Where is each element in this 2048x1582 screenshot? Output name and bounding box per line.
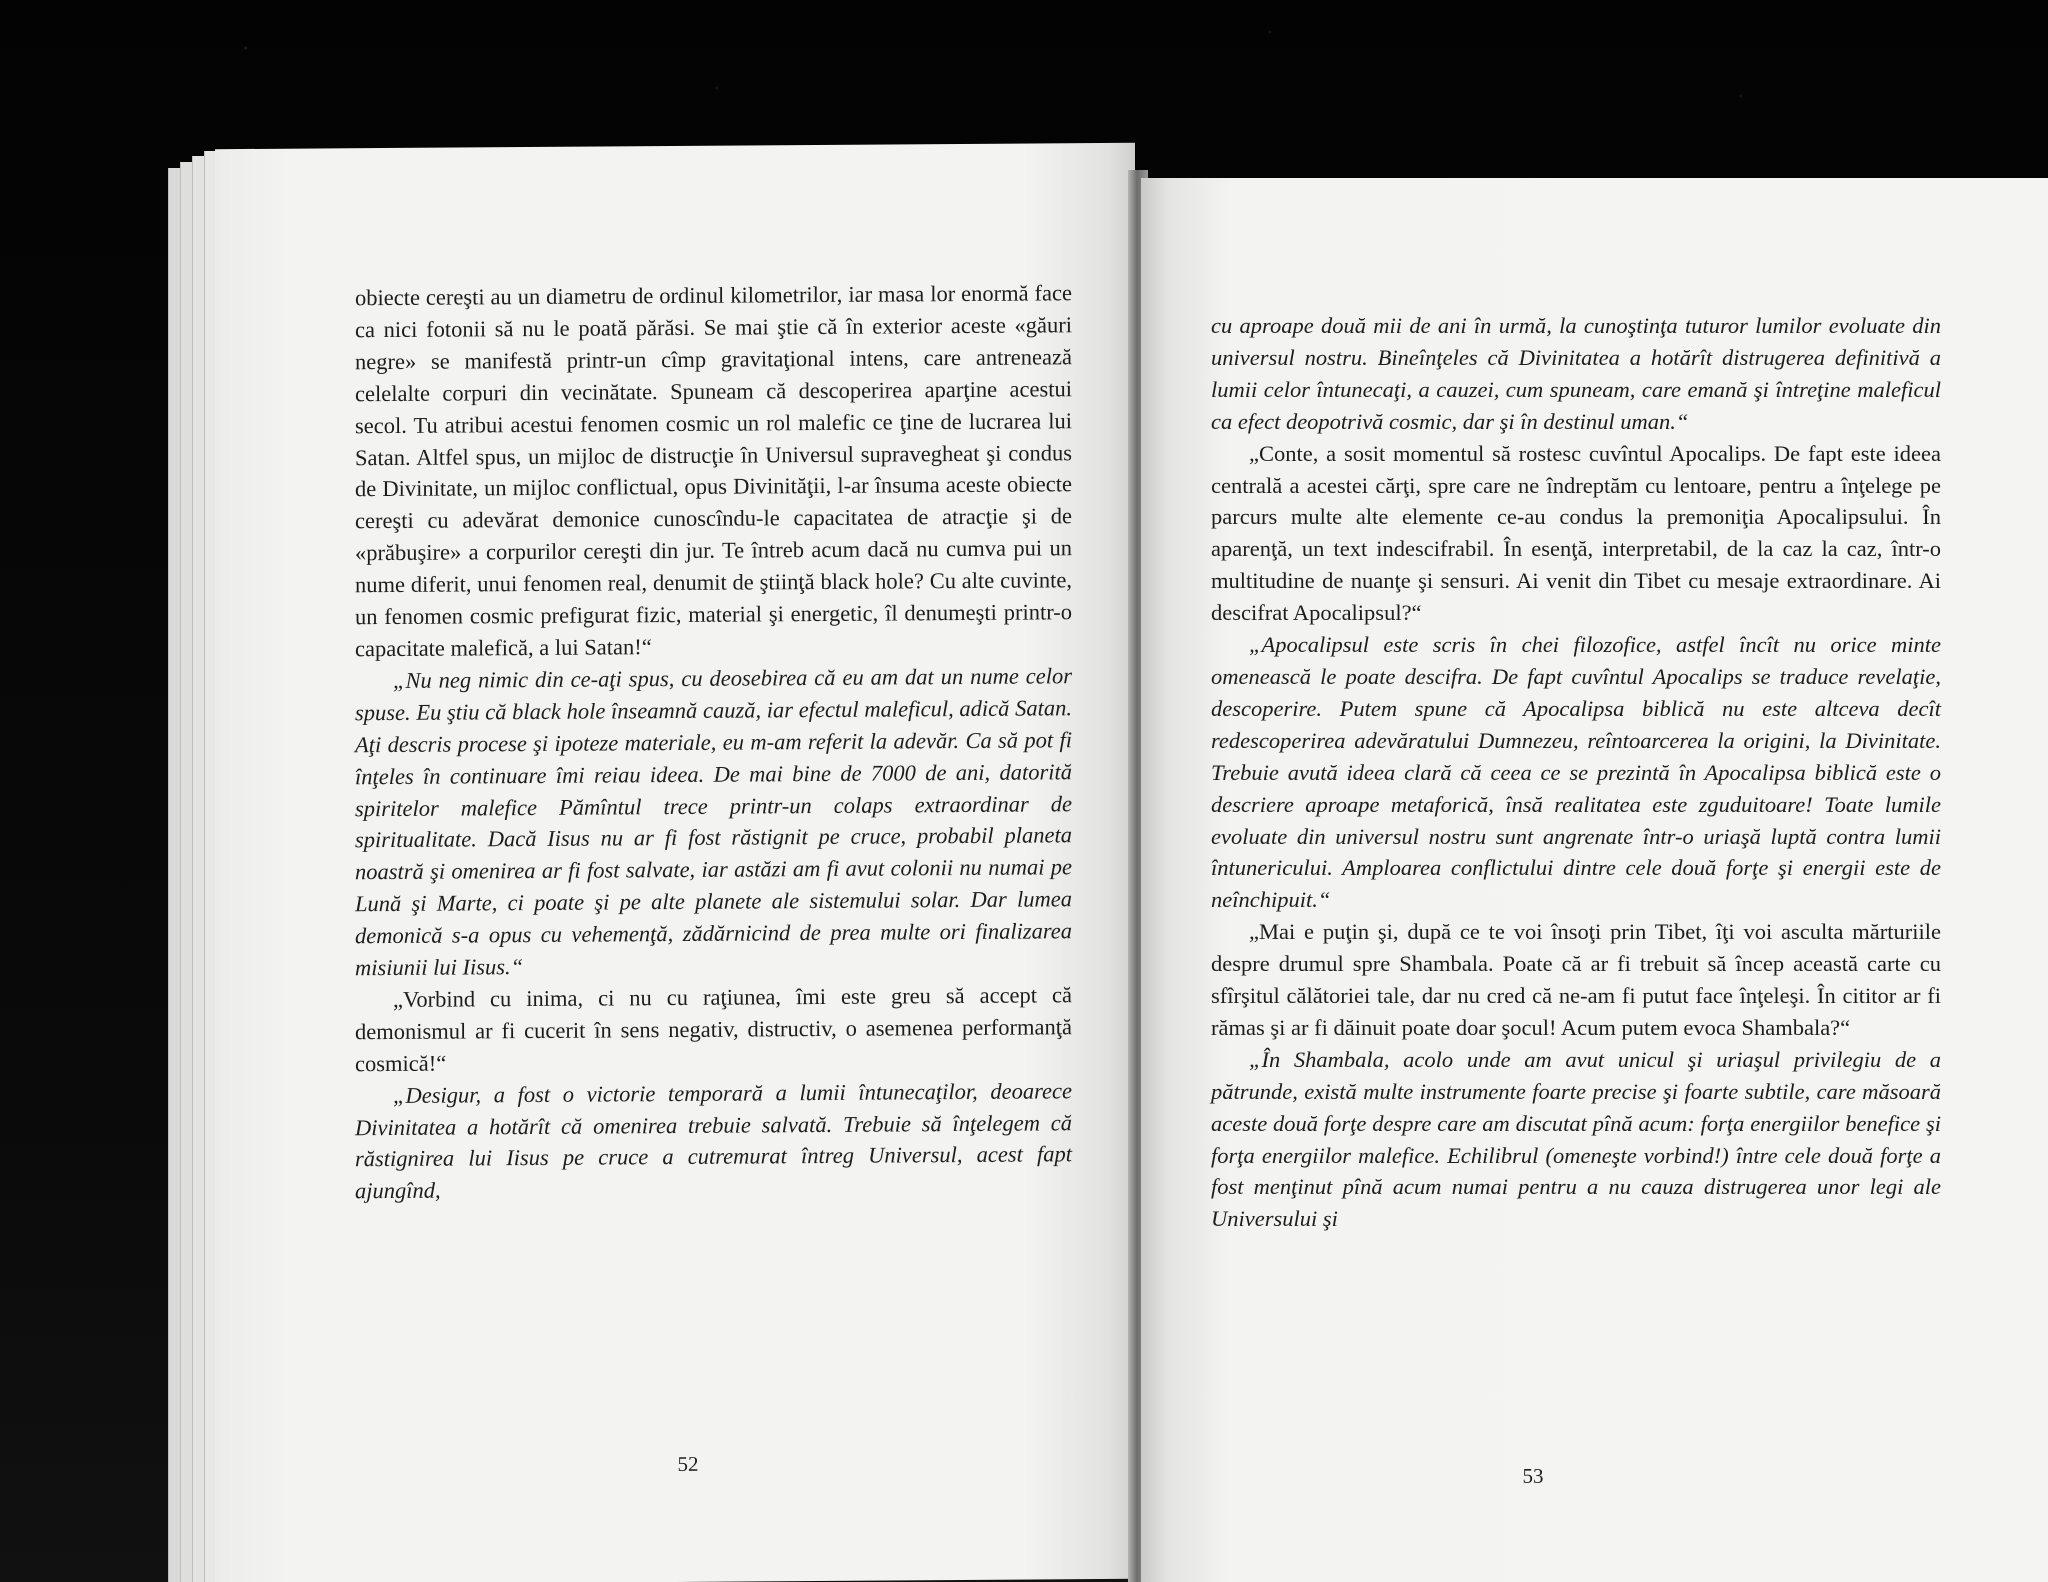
right-paragraph-4: „Mai e puţin şi, după ce te voi însoţi prin Tibet, îţi voi asculta mărturiile despre drumul spre Shambala. Poate că ar fi trebuit să încep această carte cu sfîrşitul călătoriei tale, dar nu cred că ne-am fi putut face înţeleşi. În cititor ar fi rămas şi ar fi dăinuit poate doar şocul! Acum putem evoca Shambala?“ — [1211, 919, 1941, 1040]
right-paragraph-1: cu aproape două mii de ani în urmă, la cunoştinţa tuturor lumilor evoluate din universul nostru. Bineînţeles că Divinitatea a hotărît distrugerea definitivă a lumii celor întunecaţi, a cauzei, cum spuneam, care emană şi întreţine maleficul ca efect deopotrivă cosmic, dar şi în destinul uman.“ — [1211, 313, 1941, 434]
left-paragraph-1: obiecte cereşti au un diametru de ordinul kilometrilor, iar masa lor enormă face ca nici fotonii să nu le poată părăsi. Se mai ştie că în exterior aceste «găuri negre» se manifestă printr-un cîmp gravitaţional intens, care antrenează celelalte corpuri din vecinătate. Spuneam că descoperirea aparţine acestui secol. Tu atribui acestui fenomen cosmic un rol malefic ce ţine de lucrarea lui Satan. Altfel spus, un mijloc de distrucţie în Universul supravegheat şi condus de Divinitate, un mijloc conflictual, opus Divinităţii, l-ar însuma aceste obiecte cereşti cu adevărat demonice cunoscîndu-le capacitatea de atracţie şi de «prăbuşire» a corpurilor cereşti din jur. Te întreb acum dacă nu cumva pui un nume diferit, unui fenomen real, denumit de ştiinţă black hole? Cu alte cuvinte, un fenomen cosmic prefigurat fizic, material şi energetic, îl denumeşti printr-o capacitate malefică, a lui Satan!“ — [355, 280, 1072, 662]
right-page-text — [1211, 310, 1941, 1235]
right-paragraph-2: „Conte, a sosit momentul să rostesc cuvîntul Apocalips. De fapt este ideea centrală a acestei cărţi, spre care ne îndreptăm cu lentoare, pentru a înţelege pe parcurs multe alte elemente ce-au condus la premoniţia Apocalipsului. În aparenţă, un text indescifrabil. În esenţă, interpretabil, de la caz la caz, într-o multitudine de nuanţe şi sensuri. Ai venit din Tibet cu mesaje extraordinare. Ai descifrat Apocalipsul?“ — [1211, 440, 1941, 626]
right-paragraph-5: „În Shambala, acolo unde am avut unicul şi uriaşul privilegiu de a pătrunde, există multe instrumente foarte precise şi foarte subtile, care măsoară aceste două forţe despre care am discutat pînă acum: forţa energiilor benefice şi forţa energiilor malefice. Echilibrul (omeneşte vorbind!) între cele două forţe a fost menţinut pînă acum numai pentru a nu cauza distrugerea unor legi ale Universului şi — [1211, 1046, 1941, 1232]
right-page — [1141, 178, 2048, 1582]
left-page — [215, 143, 1135, 1582]
left-page-number: 52 — [677, 1451, 699, 1476]
left-page-text — [355, 277, 1072, 1207]
right-paragraph-3: „Apocalipsul este scris în chei filozofice, astfel încît nu orice minte omenească le poate descifra. De fapt cuvîntul Apocalips se traduce revelaţie, descoperire. Putem spune că Apocalipsa biblică nu este altceva decît redescoperirea adevăratului Dumnezeu, reîntoarcerea la origini, la Divinitate. Trebuie avută ideea clară că ceea ce se prezintă în Apocalipsa biblică este o descriere aproape metaforică, însă realitatea este zguduitoare! Toate lumile evoluate din universul nostru sunt angrenate într-o uriaşă luptă contra lumii întunericului. Amploarea conflictului dintre cele două forţe şi energii este de neînchipuit.“ — [1211, 632, 1941, 913]
right-page-number: 53 — [1522, 1464, 1544, 1488]
left-paragraph-3: „Vorbind cu inima, ci nu cu raţiunea, îmi este greu să accept că demonismul ar fi cucerit în sens negativ, distructiv, o asemenea performanţă cosmică!“ — [355, 982, 1072, 1076]
left-paragraph-4: „Desigur, a fost o victorie temporară a lumii întunecaţilor, deoarece Divinitatea a hotărît că omenirea trebuie salvată. Trebuie să înţelegem că răstignirea lui Iisus pe cruce a cutremurat întreg Universul, acest fapt ajungînd, — [355, 1077, 1072, 1204]
left-paragraph-2: „Nu neg nimic din ce-aţi spus, cu deosebirea că eu am dat un nume celor spuse. Eu ştiu că black hole înseamnă cauză, iar efectul maleficul, adică Satan. Aţi descris procese şi ipoteze materiale, eu m-am referit la adevăr. Ca să pot fi înţeles în continuare îmi reiau ideea. De mai bine de 7000 de ani, datorită spiritelor malefice Pămîntul trece printr-un colaps extraordinar de spiritualitate. Dacă Iisus nu ar fi fost răstignit pe cruce, probabil planeta noastră şi omenirea ar fi fost salvate, iar astăzi am fi avut colonii nu numai pe Lună şi Marte, ci poate şi pe alte planete ale sistemului solar. Dar lumea demonică s-a opus cu vehemenţă, zădărnicind de prea multe ori finalizarea misiunii lui Iisus.“ — [355, 663, 1072, 981]
